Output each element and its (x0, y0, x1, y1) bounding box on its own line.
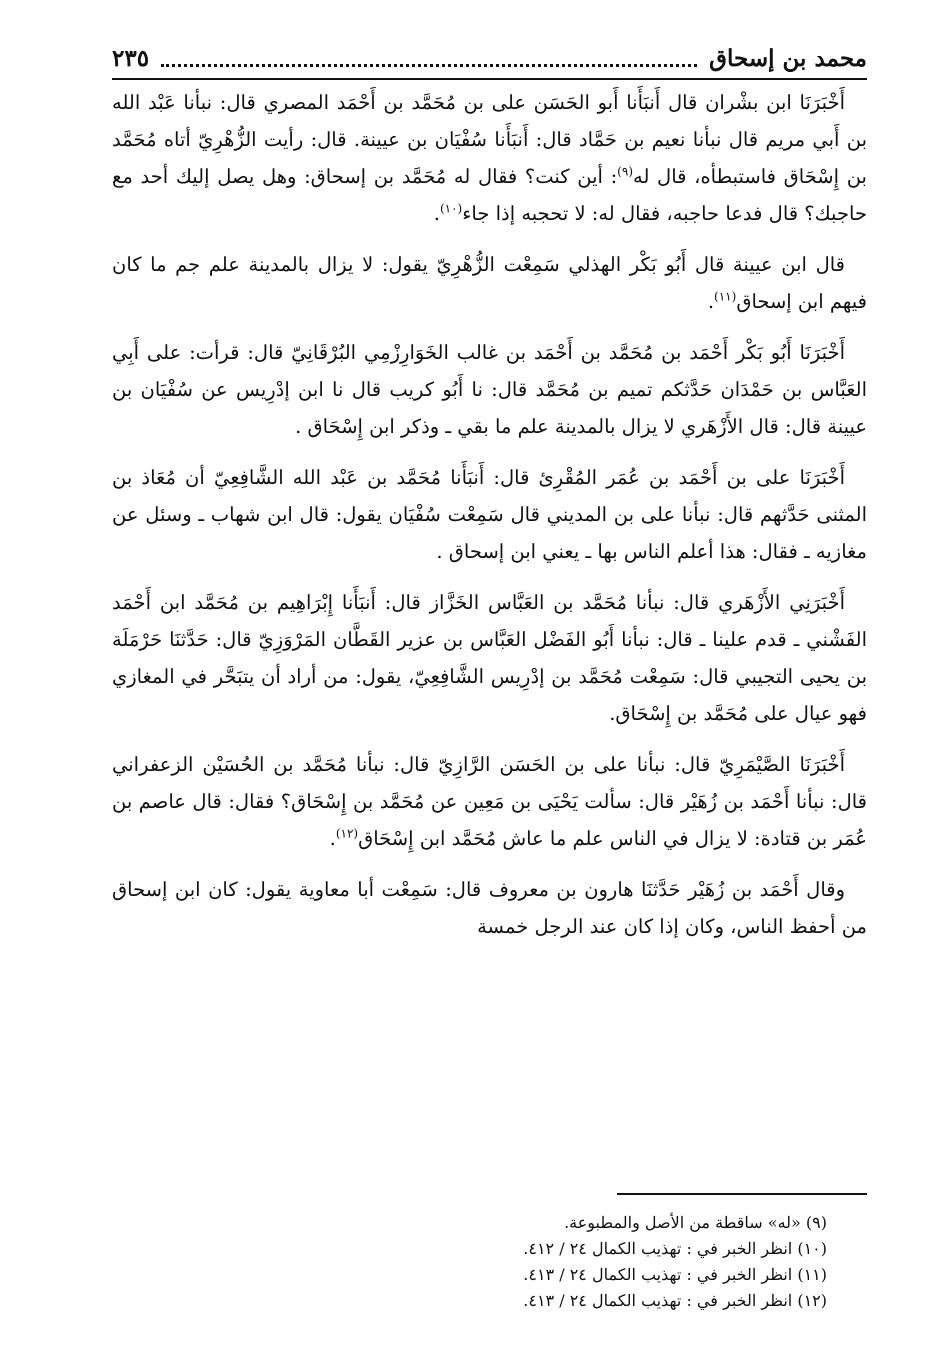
main-text (112, 84, 867, 959)
header-title: محمد بن إسحاق (709, 44, 867, 72)
footnote-ref: (١١) (714, 289, 737, 304)
footnote: (١٠) انظر الخبر في : تهذيب الكمال ٢٤ / ٤١٢. (523, 1239, 827, 1258)
paragraph: أَخْبَرَنَا أَبُو بَكْر أَحْمَد بن مُحَمَّد بن أَحْمَد بن غالب الخَوَارِزْمِي البُرْقَانِيّ قال: قرأت: على أَبِي العَبَّاس بن حَمْدَان حَدَّثكم تميم بن مُحَمَّد قال: نا أَبُو كريب قال نا ابن إدْرِيس عن سُفْيَان بن عيينة قال: قال الأَزْهَري لا يزال بالمدينة علم ما بقي ـ وذكر ابن إِسْحَاق . (112, 341, 867, 438)
paragraph: أَخْبَرَنَا على بن أَحْمَد بن عُمَر المُقْرِئ قال: أَنبَأَنا مُحَمَّد بن عَبْد الله الشَّافِعِيّ أن مُعَاذ بن المثنى حَدَّثهم قال: نبأنا على بن المديني قال سَمِعْت سُفْيَان يقول: قال ابن شهاب ـ وسئل عن مغازيه ـ فقال: هذا أعلم الناس بها ـ يعني ابن إسحاق . (112, 466, 867, 563)
footnotes (112, 1210, 827, 1314)
header-leader-dots (161, 50, 697, 67)
paragraph: أَخْبَرَنَا ابن بشْران قال أَنبَأَنا أَبو الحَسَن على بن مُحَمَّد بن أَحْمَد المصري قال: نبأنا عَبْد الله بن أَبي مريم قال نبأنا نعيم بن حَمَّاد قال: أَنبَأَنا سُفْيَان بن عيينة. قال: رأيت الزُّهْرِيّ أتاه مُحَمَّد بن إِسْحَاق فاستبطأه، قال له$^{(٩)}$: أين كنت؟ فقال له مُحَمَّد بن إسحاق: وهل يصل إليك أحد مع حاجبك؟ قال فدعا حاجبه، فقال له: لا تحجبه إذا جاء$^{(١٠)}$. (112, 91, 867, 225)
paragraph: أَخْبَرَنِي الأَزْهَري قال: نبأنا مُحَمَّد بن العَبَّاس الخَزَّاز قال: أَنبَأَنا إِبْرَاهِيم بن مُحَمَّد ابن أَحْمَد الفَشْني ـ قدم علينا ـ قال: نبأنا أَبُو الفَضْل العَبَّاس بن عزير القَطَّان المَرْوَزِيّ قال: حَدَّثنَا حَرْمَلَة بن يحيى التجيبي قال: سَمِعْت مُحَمَّد بن إدْرِيس الشَّافِعِيّ، يقول: من أراد أن يتبَحَّر في المغازي فهو عيال على مُحَمَّد بن إِسْحَاق. (112, 591, 867, 725)
paragraph: وقال أَحْمَد بن زُهَيْر حَدَّثنَا هارون بن معروف قال: سَمِعْت أبا معاوية يقول: كان ابن إسحاق من أحفظ الناس، وكان إذا كان عند الرجل خمسة (112, 878, 867, 938)
page-number: ٢٣٥ (112, 44, 150, 72)
paragraph: قال ابن عيينة قال أَبُو بَكْر الهذلي سَمِعْت الزُّهْرِيّ يقول: لا يزال بالمدينة علم جم ما كان فيهم ابن إسحاق$^{(١١)}$. (112, 253, 867, 313)
footnote-divider (617, 1193, 867, 1195)
footnote-ref: (٩) (617, 164, 633, 179)
footnote-ref: (١٠) (439, 201, 463, 216)
footnote: (١١) انظر الخبر في : تهذيب الكمال ٢٤ / ٤١٣. (523, 1265, 827, 1284)
footnote: (٩) «له» ساقطة من الأصل والمطبوعة. (564, 1213, 827, 1232)
footnote-ref: (١٢) (335, 826, 359, 841)
footnote: (١٢) انظر الخبر في : تهذيب الكمال ٢٤ / ٤١٣. (523, 1291, 827, 1310)
running-header (112, 38, 867, 80)
paragraph: أَخْبَرَنَا الصَّيْمَرِيّ قال: نبأنا على بن الحَسَن الرَّازِيّ قال: نبأنا مُحَمَّد بن الحُسَيْن الزعفراني قال: نبأنا أَحْمَد بن زُهَيْر قال: سألت يَحْيَى بن مَعِين عن مُحَمَّد بن إِسْحَاق؟ فقال: قال عاصم بن عُمَر بن قتادة: لا يزال في الناس علم ما عاش مُحَمَّد ابن إِسْحَاق$^{(١٢)}$. (112, 753, 867, 850)
